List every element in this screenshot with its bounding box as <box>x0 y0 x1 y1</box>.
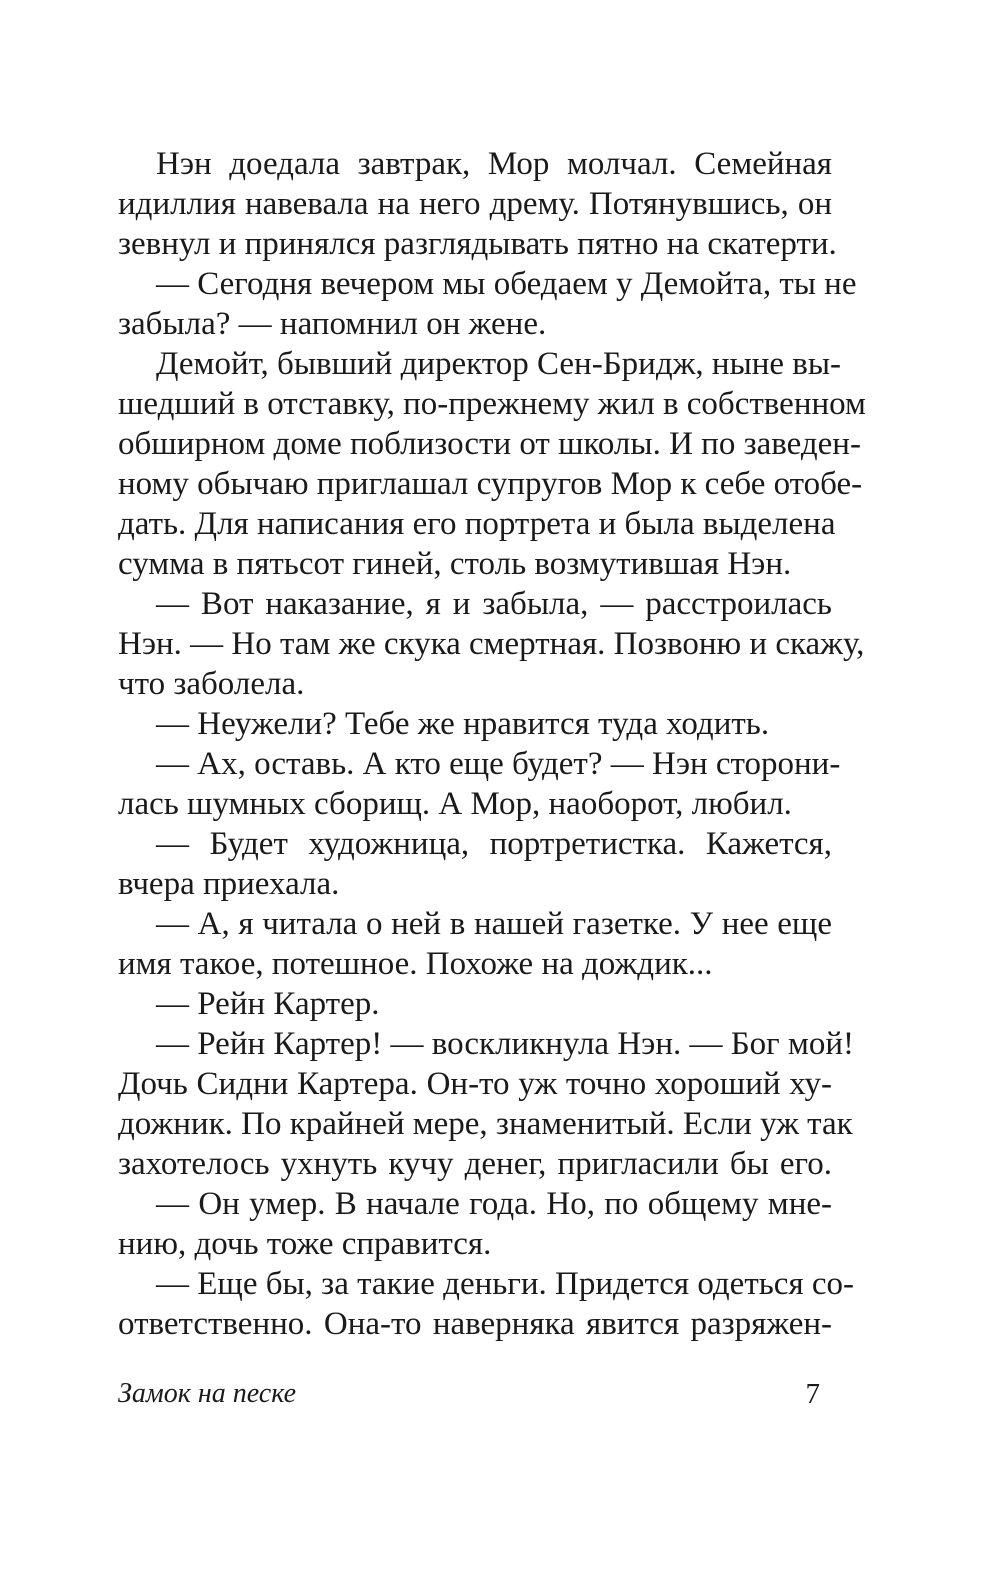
text-line: Нэн доедала завтрак, Мор молчал. Семейная <box>156 146 832 182</box>
text-line: Дочь Сидни Картера. Он-то уж точно хороший ху- <box>118 1066 832 1102</box>
text-line: лась шумных сборищ. А Мор, наоборот, любил. <box>118 786 792 822</box>
text-line: Нэн. — Но там же скука смертная. Позвоню и скажу, <box>118 626 865 662</box>
text-line: ному обычаю приглашал супругов Мор к себе отобе- <box>118 466 863 502</box>
text-line: обширном доме поблизости от школы. И по заведен- <box>118 426 861 462</box>
text-line: ответственно. Она-то наверняка явится разряжен- <box>118 1306 832 1342</box>
text-line: имя такое, потешное. Похоже на дождик... <box>118 946 713 982</box>
page-number: 7 <box>805 1378 820 1410</box>
text-line: — Рейн Картер. <box>156 986 380 1022</box>
text-line: — Он умер. В начале года. Но, по общему мне- <box>156 1186 832 1222</box>
text-line: захотелось ухнуть кучу денег, пригласили бы его. <box>118 1146 832 1182</box>
text-line: забыла? — напомнил он жене. <box>118 306 547 342</box>
text-line: — А, я читала о ней в нашей газетке. У нее еще <box>156 906 832 942</box>
running-footer-title: Замок на песке <box>118 1378 297 1409</box>
text-line: нию, дочь тоже справится. <box>118 1226 492 1262</box>
text-line: — Ах, оставь. А кто еще будет? — Нэн сторони- <box>156 746 841 782</box>
text-line: — Еще бы, за такие деньги. Придется одеться со- <box>156 1266 855 1302</box>
text-line: что заболела. <box>118 666 305 702</box>
text-line: — Неужели? Тебе же нравится туда ходить. <box>156 706 770 742</box>
text-line: Демойт, бывший директор Сен-Бридж, ныне вы- <box>156 346 842 382</box>
text-line: — Рейн Картер! — воскликнула Нэн. — Бог мой! <box>156 1026 854 1062</box>
text-line: шедший в отставку, по-прежнему жил в собственном <box>118 386 866 422</box>
text-line: дать. Для написания его портрета и была выделена <box>118 506 836 542</box>
text-line: вчера приехала. <box>118 866 340 902</box>
text-line: — Сегодня вечером мы обедаем у Демойта, ты не <box>156 266 857 302</box>
text-line: — Вот наказание, я и забыла, — расстроилась <box>156 586 832 622</box>
text-line: сумма в пятьсот гиней, столь возмутившая Нэн. <box>118 546 792 582</box>
text-line: дожник. По крайней мере, знаменитый. Если уж так <box>118 1106 853 1142</box>
text-line: зевнул и принялся разглядывать пятно на скатерти. <box>118 226 837 262</box>
text-line: — Будет художница, портретистка. Кажется, <box>156 826 832 862</box>
text-line: идиллия навевала на него дрему. Потянувшись, он <box>118 186 832 222</box>
